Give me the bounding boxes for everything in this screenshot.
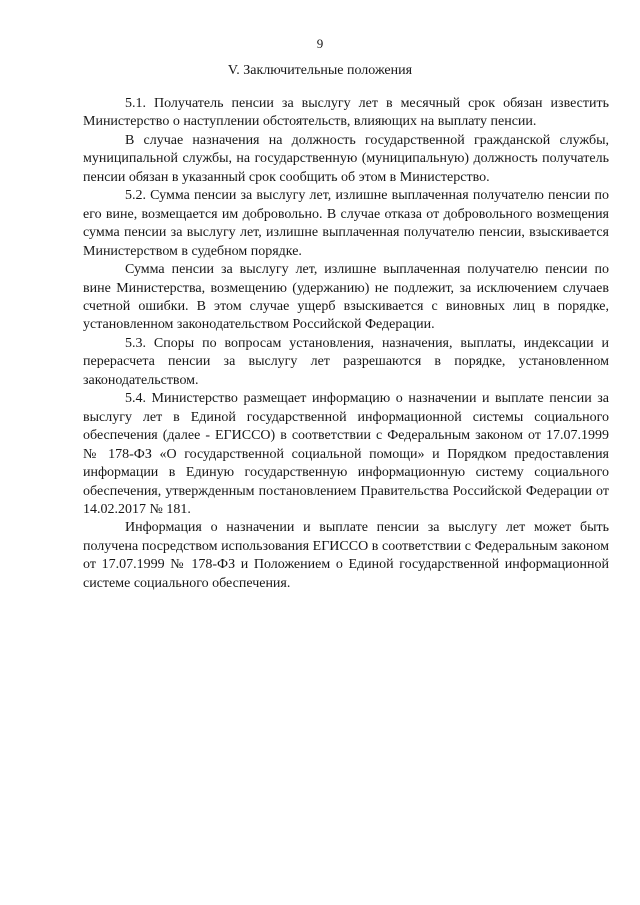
- paragraph-5-1: 5.1. Получатель пенсии за выслугу лет в месячный срок обязан известить Министерство о наступлении обстоятельств, влияющих на выплату пенсии.: [83, 96, 609, 130]
- paragraph-5-4: 5.4. Министерство размещает информацию о назначении и выплате пенсии за выслугу лет в Единой государственной информационной системы социального обеспечения (далее - ЕГИССО) в соответствии с Федеральным законом от 17.07.1999 № 178-ФЗ «О государственной социальной помощи» и Порядком предоставления информации в Единую государственную информационную систему социального обеспечения, утвержденным постановлением Правительства Российской Федерации от 14.02.2017 № 181.: [83, 391, 609, 517]
- section-title: V. Заключительные положения: [227, 63, 413, 78]
- page-number: 9: [316, 36, 324, 51]
- paragraph-5-1-civil-service: В случае назначения на должность государственной гражданской службы, муниципальной службы, на государственную (муниципальную) должность получатель пенсии обязан в указанный срок сообщить об этом в Министерство.: [83, 132, 609, 185]
- paragraph-5-2-ministry-fault: Сумма пенсии за выслугу лет, излишне выплаченная получателю пенсии по вине Министерства, возмещению (удержанию) не подлежит, за исключением случаев счетной ошибки. В этом случае ущерб взыскивается с виновных лиц в порядке, установленном законодательством Российской Федерации.: [83, 262, 609, 333]
- paragraph-5-3: 5.3. Споры по вопросам установления, назначения, выплаты, индексации и перерасчета пенсии за выслугу лет разрешаются в порядке, установленном законодательством.: [83, 335, 609, 388]
- paragraph-5-2: 5.2. Сумма пенсии за выслугу лет, излишне выплаченная получателю пенсии по его вине, возмещается им добровольно. В случае отказа от добровольного возмещения сумма пенсии за выслугу лет, излишне выплаченная получателю пенсии, взыскивается Министерством в судебном порядке.: [83, 188, 609, 259]
- document-body: [83, 95, 609, 593]
- paragraph-5-4-egisso-info: Информация о назначении и выплате пенсии за выслугу лет может быть получена посредством использования ЕГИССО в соответствии с Федеральным законом от 17.07.1999 № 178-ФЗ и Положением о Единой государственной информационной системе социального обеспечения.: [83, 520, 609, 591]
